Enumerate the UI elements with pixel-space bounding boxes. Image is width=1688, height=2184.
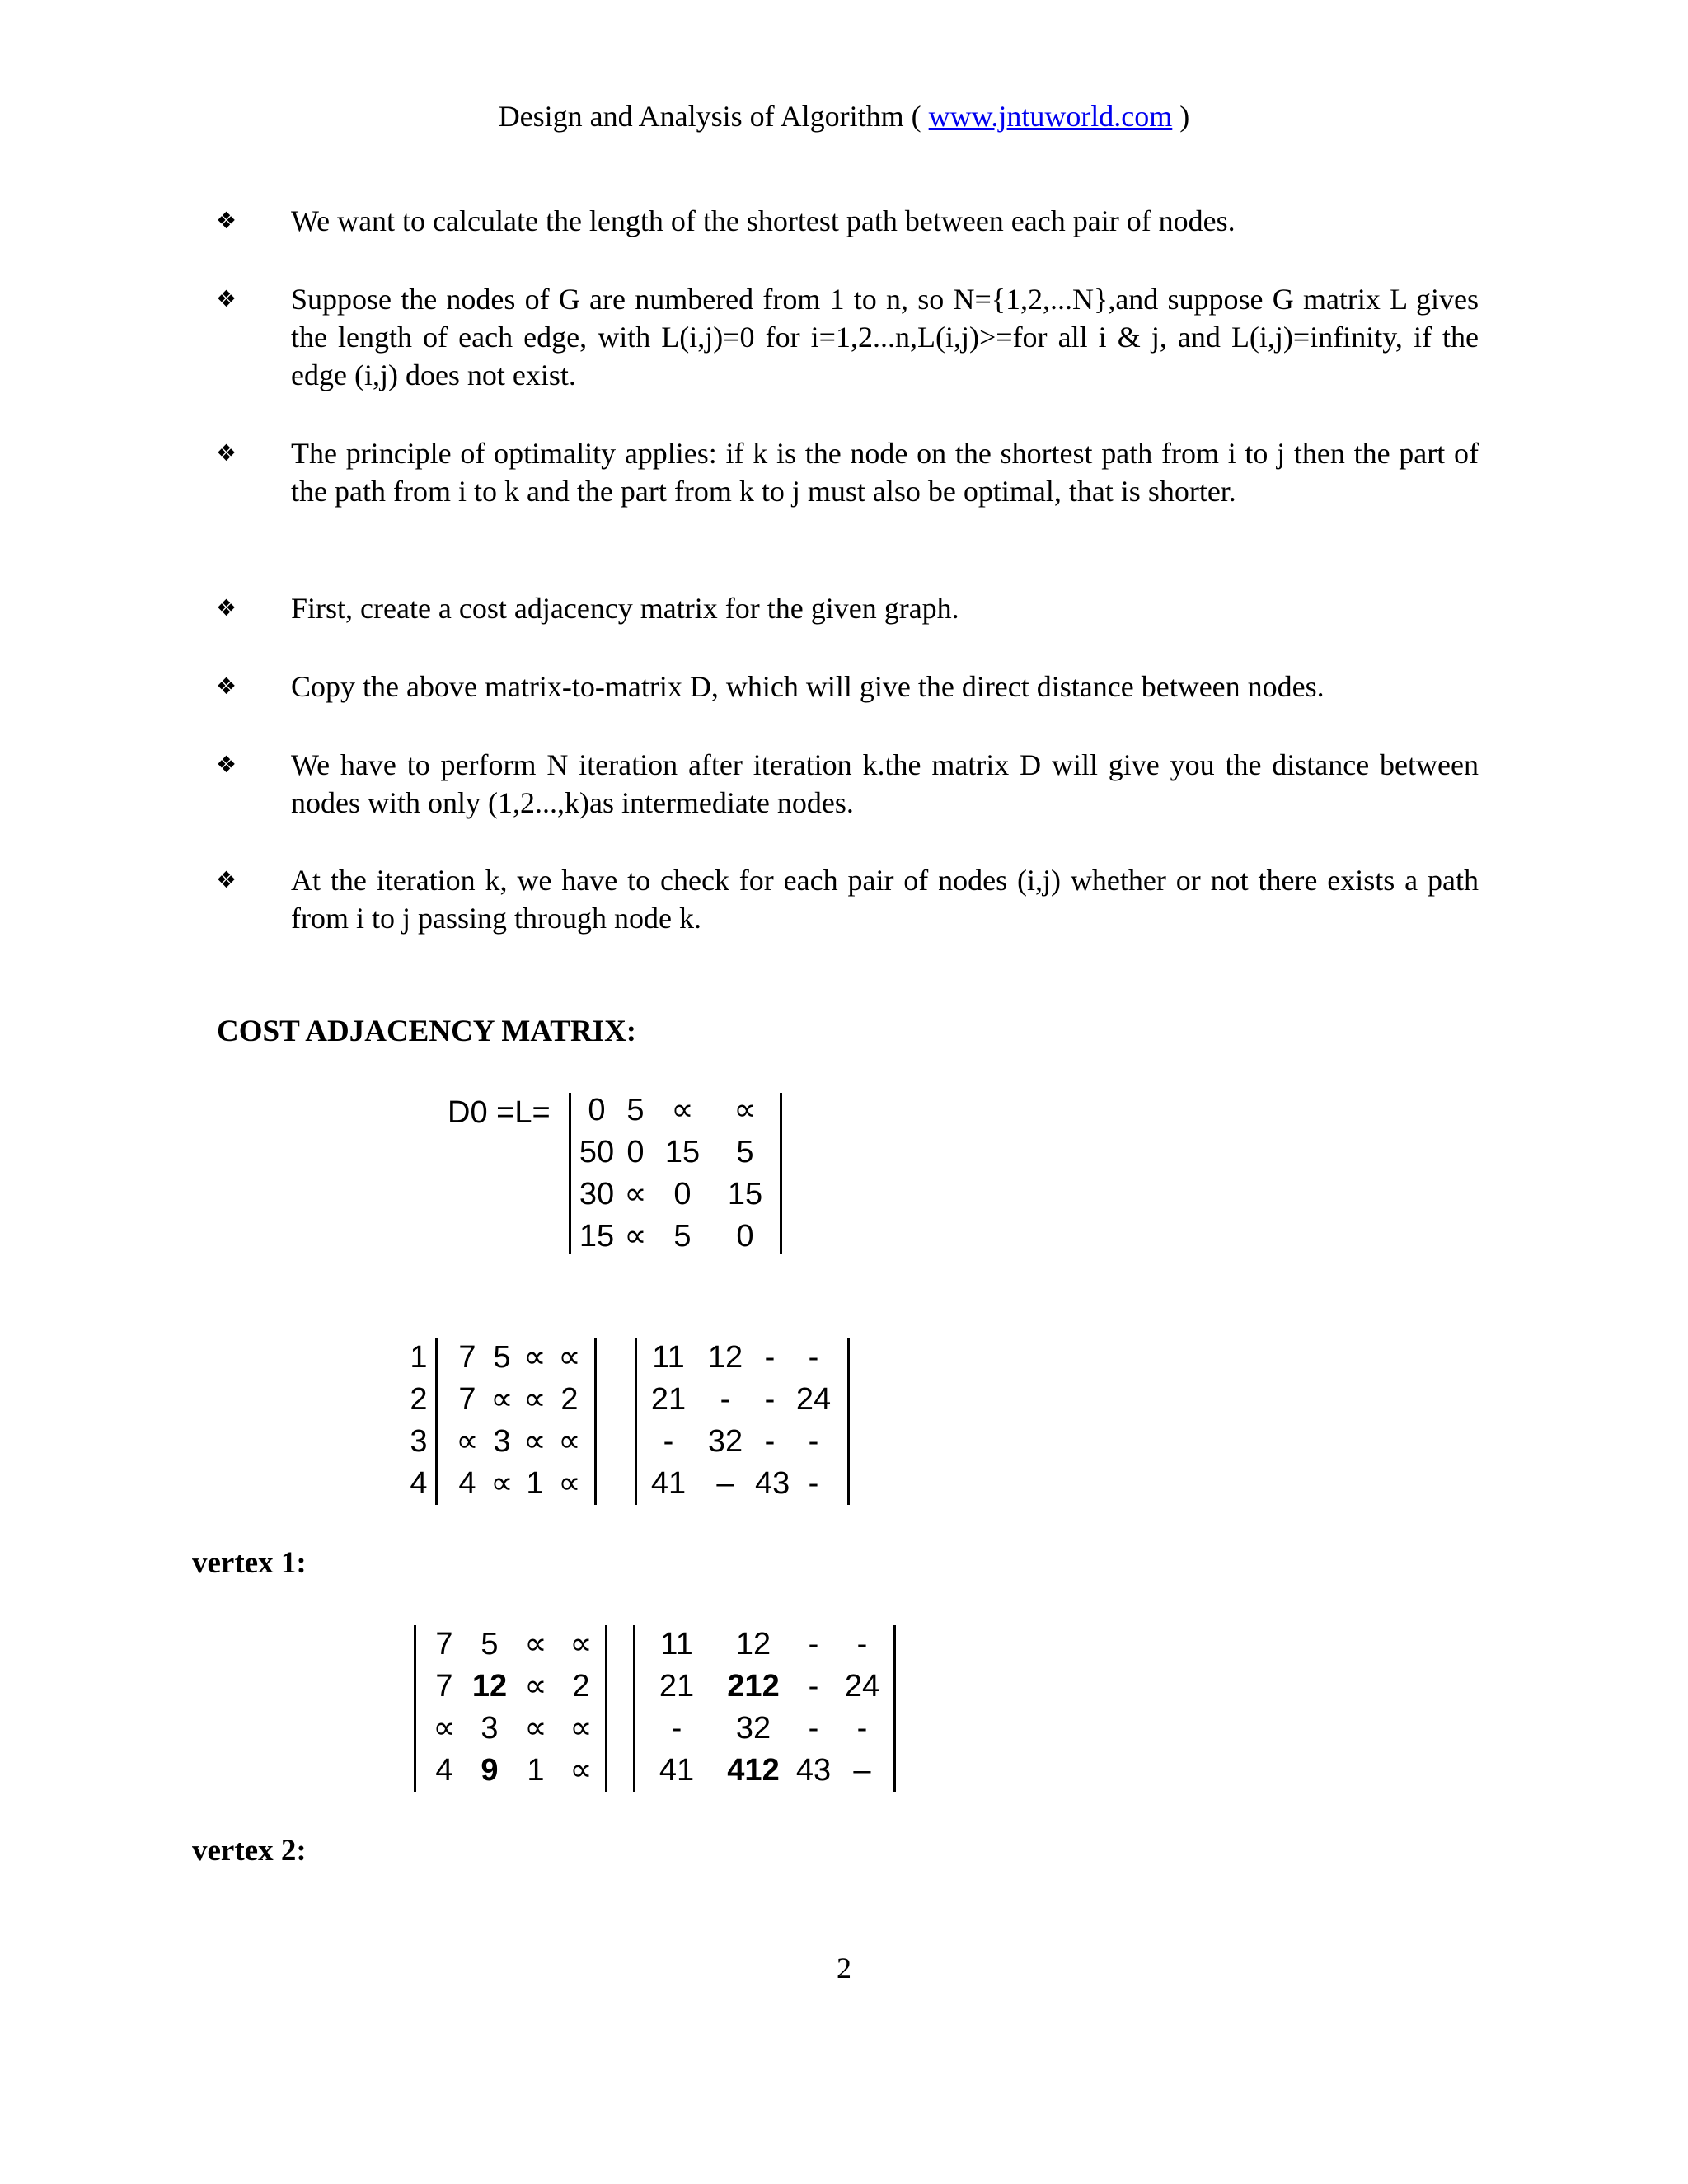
matrix-cell: ∝ xyxy=(570,1711,593,1746)
matrix-row xyxy=(449,1337,606,1379)
matrix-cell: 11 xyxy=(660,1627,693,1661)
matrix-cell: ∝ xyxy=(558,1340,581,1375)
matrix-row xyxy=(449,1421,606,1463)
matrix-row xyxy=(449,1463,606,1505)
matrix-cell: ∝ xyxy=(570,1627,593,1661)
matrix-cell: 50 xyxy=(579,1135,615,1169)
matrix-cell: - xyxy=(764,1340,776,1375)
matrix-cell: 24 xyxy=(844,1669,880,1704)
row-label: 2 xyxy=(410,1382,428,1417)
matrix-cell: 3 xyxy=(481,1711,499,1746)
matrix-row xyxy=(569,1090,791,1132)
matrix-cell: 5 xyxy=(736,1135,754,1169)
vertex-1-path-matrix xyxy=(633,1624,898,1793)
bullet-text: We want to calculate the length of the shortest path between each pair of nodes. xyxy=(291,204,1236,237)
vertex-1-label: vertex 1: xyxy=(192,1546,307,1580)
matrix-cell: - xyxy=(671,1711,682,1746)
matrix-cell: 24 xyxy=(795,1382,832,1417)
matrix-cell: 1 xyxy=(527,1753,545,1788)
bullet-text: First, create a cost adjacency matrix for the given graph. xyxy=(291,592,959,625)
bullet-text: Copy the above matrix-to-matrix D, which will give the direct distance between nodes. xyxy=(291,670,1325,703)
bullet-diamond-icon: ❖ xyxy=(216,594,237,621)
bullet-diamond-icon: ❖ xyxy=(216,751,237,778)
matrix-cell: 0 xyxy=(673,1177,692,1212)
matrix-cell: ∝ xyxy=(734,1093,757,1127)
matrix-row xyxy=(404,1463,437,1505)
matrix-row xyxy=(414,1666,610,1708)
matrix-row xyxy=(414,1750,610,1792)
matrix-row xyxy=(449,1379,606,1421)
matrix-cell: 2 xyxy=(572,1669,590,1704)
matrix-cell: 2 xyxy=(560,1382,579,1417)
matrix-cell: 5 xyxy=(493,1340,511,1375)
matrix-cell: - xyxy=(764,1382,776,1417)
matrix-row xyxy=(635,1379,857,1421)
matrix-cell: ∝ xyxy=(523,1382,546,1417)
matrix-cell: 43 xyxy=(795,1753,832,1788)
matrix-cell: 0 xyxy=(588,1093,606,1127)
matrix-cell: ∝ xyxy=(524,1669,547,1704)
matrix-row xyxy=(414,1624,610,1666)
matrix-cell-updated: 412 xyxy=(727,1753,780,1788)
matrix-row xyxy=(635,1421,857,1463)
matrix-cell: 0 xyxy=(626,1135,645,1169)
matrix-cell: - xyxy=(808,1340,819,1375)
matrix-cell: 3 xyxy=(493,1424,511,1459)
matrix-row xyxy=(569,1216,791,1258)
matrix-cell: ∝ xyxy=(558,1466,581,1501)
bullet-text: The principle of optimality applies: if k is the node on the shortest path from i to j then the part of the path from i to k and the part from k to j must also be optimal, that is shorter. xyxy=(291,437,1479,508)
matrix-cell: - xyxy=(808,1424,819,1459)
matrix-cell: ∝ xyxy=(570,1753,593,1788)
bullet-text: We have to perform N iteration after iteration k.the matrix D will give you the distance between nodes with only (1,2...,k)as intermediate nodes. xyxy=(291,748,1479,819)
bullet-diamond-icon: ❖ xyxy=(216,207,237,234)
matrix-cell: – xyxy=(716,1466,734,1501)
matrix-row xyxy=(633,1624,898,1666)
matrix-cell: 1 xyxy=(526,1466,544,1501)
matrix-cell: ∝ xyxy=(490,1466,513,1501)
matrix-cell: 43 xyxy=(755,1466,790,1501)
bullet-diamond-icon: ❖ xyxy=(216,866,237,893)
iteration-cost-matrix xyxy=(449,1337,606,1505)
bullet-text: At the iteration k, we have to check for each pair of nodes (i,j) whether or not there exists a path from i to j passing through node k. xyxy=(291,864,1479,935)
matrix-cell: - xyxy=(720,1382,731,1417)
matrix-cell: ∝ xyxy=(558,1424,581,1459)
bullet-diamond-icon: ❖ xyxy=(216,439,237,466)
matrix-cell: 5 xyxy=(626,1093,645,1127)
header-prefix: Design and Analysis of Algorithm ( xyxy=(498,100,921,133)
bullet-text: Suppose the nodes of G are numbered from 1 to n, so N={1,2,...N},and suppose G matrix L gives the length of each edge, with L(i,j)=0 for i=1,2...n,L(i,j)>=for all i & j, and L(i,j)=infinity, if the edge (i,j) does not exist. xyxy=(291,283,1479,391)
header-link[interactable]: www.jntuworld.com xyxy=(928,100,1173,133)
page-number: 2 xyxy=(837,1952,851,1985)
matrix-row xyxy=(404,1337,437,1379)
matrix-cell: ∝ xyxy=(524,1711,547,1746)
matrix-cell: 21 xyxy=(650,1382,687,1417)
matrix-cell: 5 xyxy=(481,1627,499,1661)
matrix-cell: - xyxy=(808,1627,819,1661)
matrix-cell: 41 xyxy=(659,1753,695,1788)
matrix-cell: 7 xyxy=(435,1669,453,1704)
matrix-cell: 15 xyxy=(727,1177,763,1212)
matrix-cell: 15 xyxy=(664,1135,701,1169)
matrix-cell: 7 xyxy=(458,1340,476,1375)
matrix-cell: ∝ xyxy=(456,1424,479,1459)
matrix-cell: 41 xyxy=(650,1466,687,1501)
matrix-cell: 12 xyxy=(735,1627,771,1661)
matrix-cell: 15 xyxy=(579,1219,615,1254)
matrix-row xyxy=(633,1708,898,1750)
matrix-cell: 0 xyxy=(736,1219,754,1254)
d0-label: D0 =L= xyxy=(448,1095,551,1130)
vertex-1-cost-matrix xyxy=(414,1624,610,1793)
matrix-cell: - xyxy=(856,1711,868,1746)
matrix-row xyxy=(633,1750,898,1792)
iteration-path-matrix xyxy=(635,1337,857,1505)
matrix-cell: - xyxy=(764,1424,776,1459)
d0-matrix xyxy=(569,1090,791,1258)
bullet-diamond-icon: ❖ xyxy=(216,285,237,312)
matrix-cell: 4 xyxy=(435,1753,453,1788)
matrix-cell: 12 xyxy=(707,1340,743,1375)
matrix-cell: - xyxy=(663,1424,674,1459)
matrix-row xyxy=(414,1708,610,1750)
matrix-cell: - xyxy=(808,1669,819,1704)
matrix-cell: ∝ xyxy=(490,1382,513,1417)
matrix-cell: - xyxy=(808,1466,819,1501)
header-suffix: ) xyxy=(1179,100,1190,133)
matrix-cell: ∝ xyxy=(524,1627,547,1661)
matrix-row xyxy=(635,1463,857,1505)
matrix-cell-updated: 12 xyxy=(471,1669,508,1704)
row-label: 1 xyxy=(410,1340,428,1375)
page-header xyxy=(0,96,1688,136)
matrix-cell: – xyxy=(853,1753,871,1788)
matrix-row xyxy=(404,1379,437,1421)
cost-matrix-heading: COST ADJACENCY MATRIX: xyxy=(217,1015,637,1048)
matrix-cell: ∝ xyxy=(523,1340,546,1375)
matrix-row xyxy=(404,1421,437,1463)
matrix-cell: - xyxy=(856,1627,868,1661)
matrix-cell: - xyxy=(808,1711,819,1746)
matrix-cell: 21 xyxy=(659,1669,695,1704)
matrix-cell: ∝ xyxy=(671,1093,694,1127)
matrix-cell: ∝ xyxy=(433,1711,456,1746)
matrix-row xyxy=(569,1132,791,1174)
row-label: 4 xyxy=(410,1466,428,1501)
matrix-cell: 11 xyxy=(652,1340,685,1375)
matrix-cell: ∝ xyxy=(624,1219,647,1254)
matrix-row xyxy=(635,1337,857,1379)
vertex-2-label: vertex 2: xyxy=(192,1834,307,1868)
matrix-cell-updated: 212 xyxy=(727,1669,780,1704)
matrix-row xyxy=(633,1666,898,1708)
matrix-cell: 30 xyxy=(579,1177,615,1212)
matrix-cell: 7 xyxy=(458,1382,476,1417)
matrix-cell: 32 xyxy=(707,1424,743,1459)
matrix-cell: 5 xyxy=(673,1219,692,1254)
matrix-cell: 7 xyxy=(435,1627,453,1661)
row-label-column xyxy=(404,1337,437,1505)
matrix-row xyxy=(569,1174,791,1216)
row-label: 3 xyxy=(410,1424,428,1459)
matrix-cell: ∝ xyxy=(624,1177,647,1212)
matrix-cell: ∝ xyxy=(523,1424,546,1459)
matrix-cell: 32 xyxy=(735,1711,771,1746)
bullet-diamond-icon: ❖ xyxy=(216,673,237,700)
matrix-cell: 4 xyxy=(458,1466,476,1501)
matrix-cell-updated: 9 xyxy=(481,1753,499,1788)
